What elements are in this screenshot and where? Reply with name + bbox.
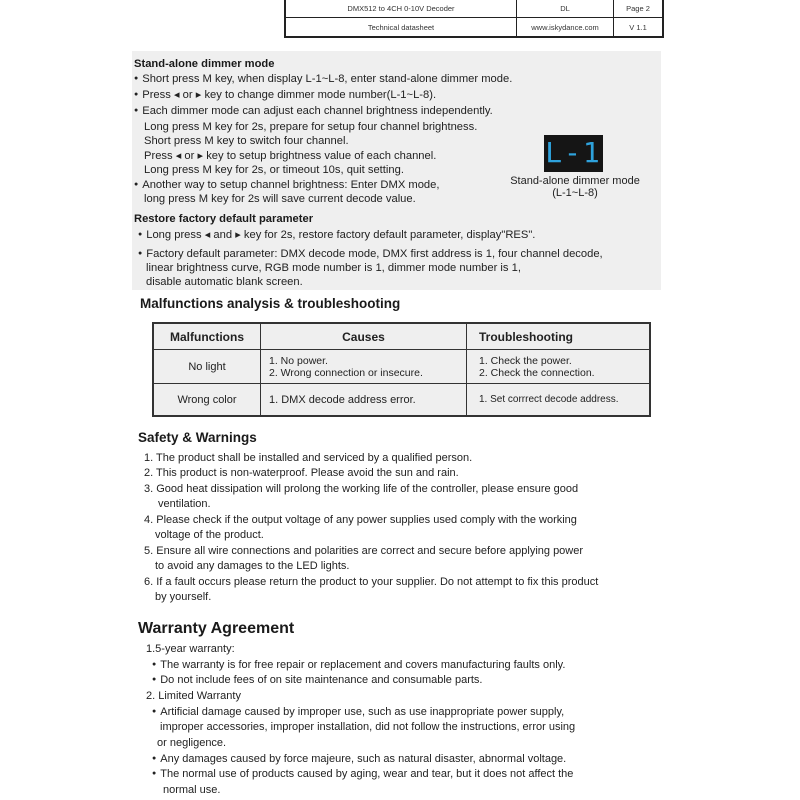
fix-cell: 1. Set corrrect decode address. xyxy=(479,394,619,405)
version: V 1.1 xyxy=(629,22,647,32)
model-code: DL xyxy=(517,0,614,17)
document-header xyxy=(284,0,664,38)
warranty-line: improper accessories, improper installation, did not follow the instructions, error using xyxy=(160,721,576,733)
warranty-line: 2. Limited Warranty xyxy=(146,690,241,702)
table-row xyxy=(154,350,649,384)
product-name: DMX512 to 4CH 0-10V Decoder xyxy=(286,0,517,17)
warranty-line: 1.5-year warranty: xyxy=(146,643,235,655)
table-row xyxy=(154,384,649,415)
standalone-line: Press ◂ or ▸ key to setup brightness value of each channel. xyxy=(144,150,437,162)
warranty-line: ● Artificial damage caused by improper use, such as use inappropriate power supply, xyxy=(152,705,564,721)
safety-line: by yourself. xyxy=(155,591,212,603)
header-row-2 xyxy=(286,18,662,36)
warranty-line: ● The warranty is for free repair or replacement and covers manufacturing faults only. xyxy=(152,658,565,674)
safety-line: voltage of the product. xyxy=(155,529,264,541)
standalone-line: ● Short press M key, when display L-1~L-8, enter stand-alone dimmer mode. xyxy=(134,72,512,88)
safety-line: 1. The product shall be installed and serviced by a qualified person. xyxy=(144,452,473,464)
restore-title: Restore factory default parameter xyxy=(134,213,314,225)
safety-line: 6. If a fault occurs please return the product to your supplier. Do not attempt to fix this product xyxy=(144,576,599,588)
led-display xyxy=(544,135,603,172)
led-caption-title: Stand-alone dimmer mode xyxy=(510,175,640,187)
restore-line: linear brightness curve, RGB mode number is 1, dimmer mode number is 1, xyxy=(146,262,521,274)
restore-line: ● Factory default parameter: DMX decode mode, DMX first address is 1, four channel decode, xyxy=(138,247,603,263)
website-link[interactable]: www.iskydance.com xyxy=(517,18,614,36)
safety-line: 2. This product is non-waterproof. Please avoid the sun and rain. xyxy=(144,467,459,479)
malfunction-cell: Wrong color xyxy=(154,384,261,415)
fix-line: 1. Check the power. xyxy=(479,354,572,367)
restore-line: ● Long press ◂ and ▸ key for 2s, restore factory default parameter, display"RES". xyxy=(138,228,535,244)
page-number: Page 2 xyxy=(626,3,650,13)
standalone-line: Long press M key for 2s, or timeout 10s, quit setting. xyxy=(144,164,404,176)
standalone-title: Stand-alone dimmer mode xyxy=(134,58,275,70)
warranty-line: ● The normal use of products caused by aging, wear and tear, but it does not affect the xyxy=(152,767,573,783)
fix-line: 2. Check the connection. xyxy=(479,366,595,379)
led-caption-range: (L-1~L-8) xyxy=(552,187,598,199)
cause-cell xyxy=(261,350,467,383)
cause-cell: 1. DMX decode address error. xyxy=(261,384,467,415)
safety-line: ventilation. xyxy=(158,498,211,510)
fix-cell xyxy=(467,350,649,383)
standalone-line: ● Each dimmer mode can adjust each channel brightness independently. xyxy=(134,104,493,120)
column-header: Causes xyxy=(261,324,467,349)
column-header: Troubleshooting xyxy=(479,329,573,344)
standalone-line: Short press M key to switch four channel. xyxy=(144,135,349,147)
malfunctions-table xyxy=(152,322,651,417)
led-display-text: L-1 xyxy=(545,136,602,169)
column-header: Malfunctions xyxy=(154,324,261,349)
standalone-line: long press M key for 2s will save current decode value. xyxy=(144,193,416,205)
standalone-line: Long press M key for 2s, prepare for setup four channel brightness. xyxy=(144,121,478,133)
malfunctions-title: Malfunctions analysis & troubleshooting xyxy=(140,296,401,311)
safety-line: 5. Ensure all wire connections and polarities are correct and secure before applying power xyxy=(144,545,584,557)
warranty-title: Warranty Agreement xyxy=(138,620,295,637)
safety-title: Safety & Warnings xyxy=(138,430,257,445)
malfunction-cell: No light xyxy=(154,350,261,383)
warranty-line: normal use. xyxy=(163,784,221,796)
cause-line: 2. Wrong connection or insecure. xyxy=(269,366,423,379)
doc-type: Technical datasheet xyxy=(286,18,517,36)
safety-line: 4. Please check if the output voltage of any power supplies used comply with the working xyxy=(144,514,577,526)
warranty-line: ● Any damages caused by force majeure, such as natural disaster, abnormal voltage. xyxy=(152,752,566,768)
header-row-1 xyxy=(286,0,662,18)
table-header-row xyxy=(154,324,649,350)
safety-line: 3. Good heat dissipation will prolong the working life of the controller, please ensure good xyxy=(144,483,579,495)
led-caption xyxy=(500,175,650,199)
safety-line: to avoid any damages to the LED lights. xyxy=(155,560,350,572)
cause-line: 1. No power. xyxy=(269,354,328,367)
standalone-line: ● Press ◂ or ▸ key to change dimmer mode number(L-1~L-8). xyxy=(134,88,436,104)
restore-line: disable automatic blank screen. xyxy=(146,276,303,288)
warranty-line: ● Do not include fees of on site maintenance and consumable parts. xyxy=(152,673,483,689)
warranty-line: or negligence. xyxy=(157,737,227,749)
standalone-line: ● Another way to setup channel brightness: Enter DMX mode, xyxy=(134,178,439,194)
